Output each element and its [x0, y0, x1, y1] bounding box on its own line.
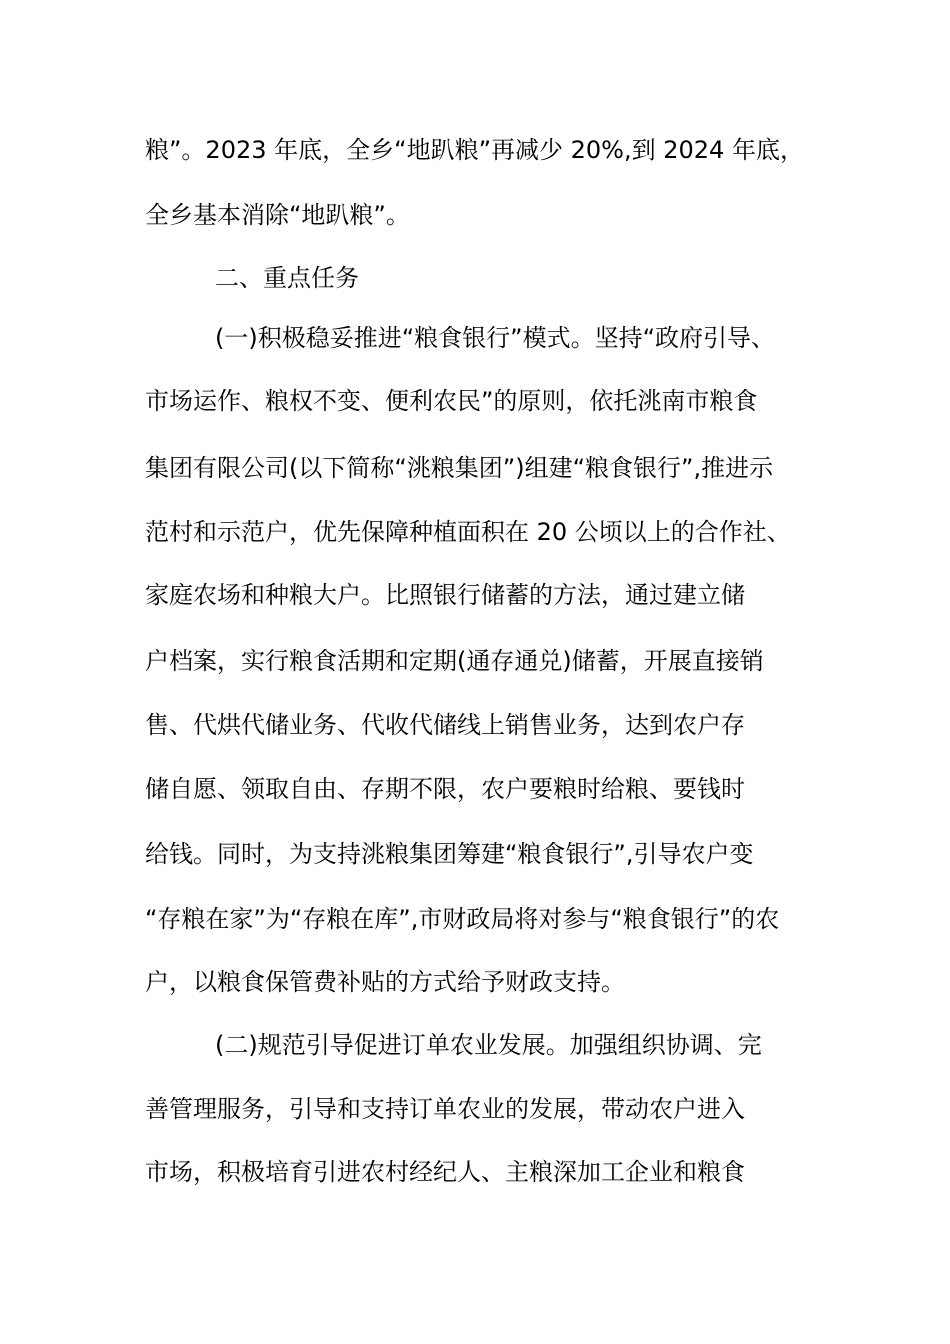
body-text-line: 善管理服务，引导和支持订单农业的发展，带动农户进入	[145, 1095, 745, 1123]
body-text-line: 给钱。同时，为支持洮粮集团筹建“粮食银行”,引导农户变	[145, 840, 754, 868]
body-text-line: 粮”。2023 年底，全乡“地趴粮”再减少 20%,到 2024 年底，	[145, 136, 804, 164]
body-text-line: 范村和示范户，优先保障种植面积在 20 公顷以上的合作社、	[145, 518, 791, 546]
body-text-line: 储自愿、领取自由、存期不限，农户要粮时给粮、要钱时	[145, 775, 745, 803]
body-text-line: 市场运作、粮权不变、便利农民”的原则，依托洮南市粮食	[145, 387, 758, 415]
body-text-line: 户，以粮食保管费补贴的方式给予财政支持。	[145, 968, 625, 996]
body-text-line: 户档案，实行粮食活期和定期(通存通兑)储蓄，开展直接销	[145, 647, 764, 675]
body-text-line: 集团有限公司(以下简称“洮粮集团”)组建“粮食银行”,推进示	[145, 454, 774, 482]
subsection-heading-line: (一)积极稳妥推进“粮食银行”模式。坚持“政府引导、	[215, 324, 776, 352]
body-text-line: “存粮在家”为“存粮在库”,市财政局将对参与“粮食银行”的农	[145, 905, 780, 933]
body-text-line: 售、代烘代储业务、代收代储线上销售业务，达到农户存	[145, 711, 745, 739]
body-text-line: 全乡基本消除“地趴粮”。	[145, 201, 410, 229]
subsection-heading-line: (二)规范引导促进订单农业发展。加强组织协调、完	[215, 1031, 762, 1059]
section-heading: 二、重点任务	[215, 264, 359, 292]
body-text-line: 市场，积极培育引进农村经纪人、主粮深加工企业和粮食	[145, 1158, 745, 1186]
body-text-line: 家庭农场和种粮大户。比照银行储蓄的方法，通过建立储	[145, 581, 745, 609]
